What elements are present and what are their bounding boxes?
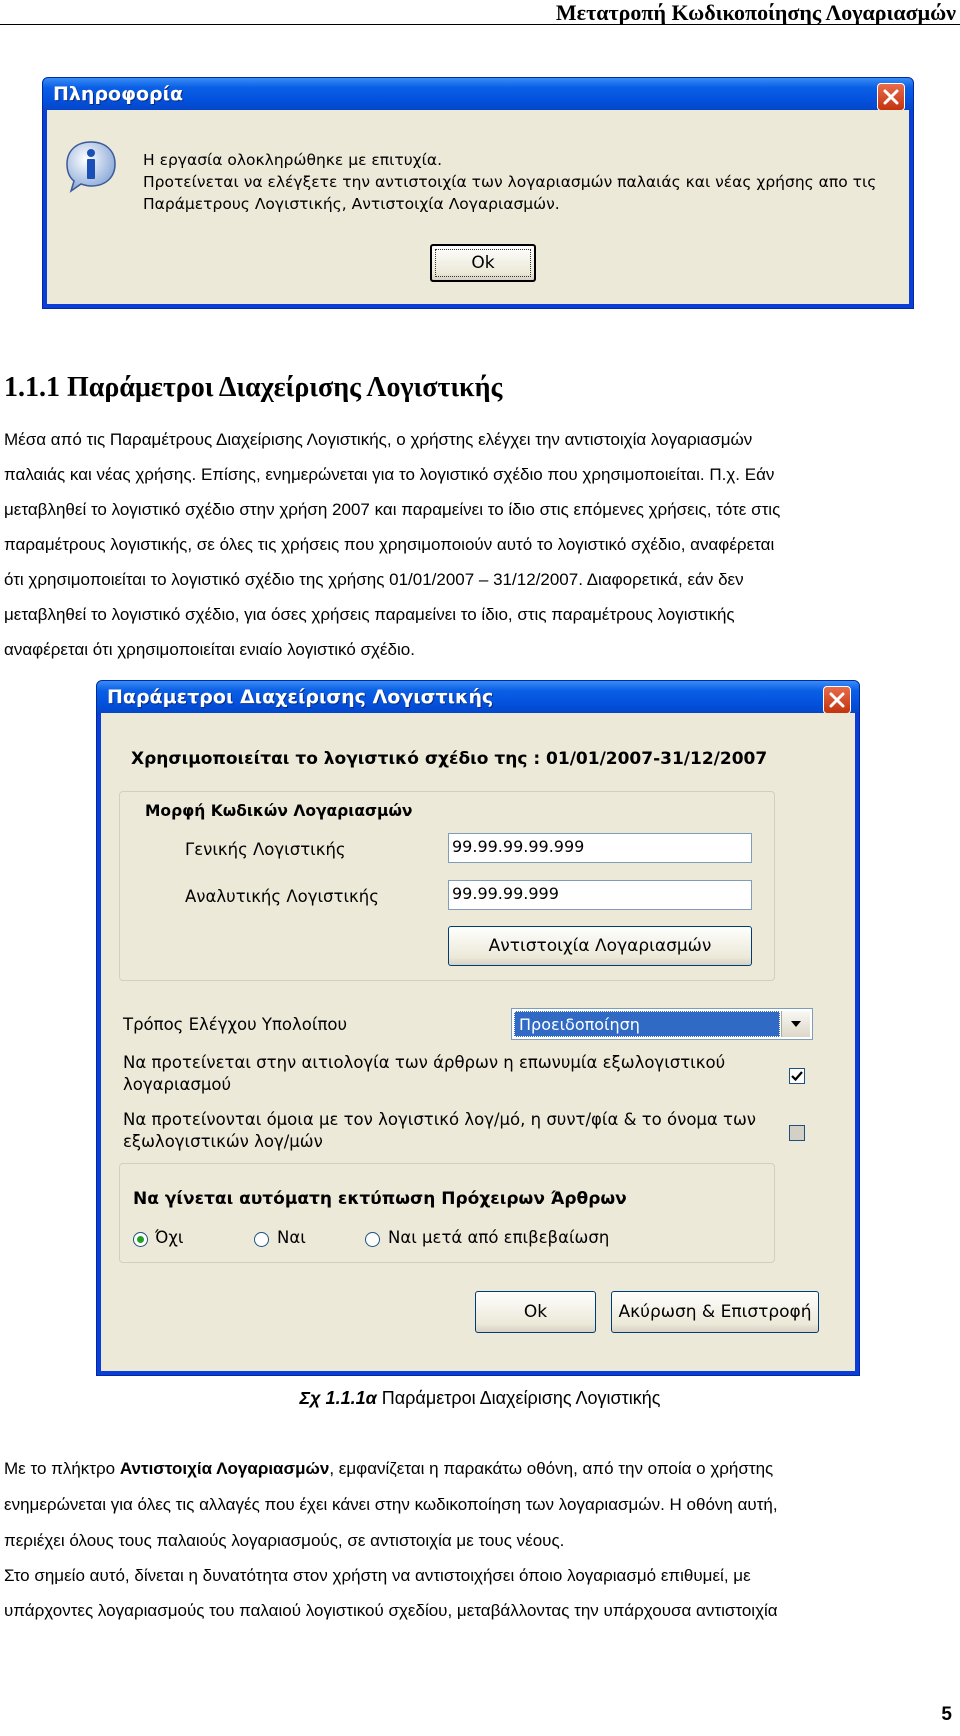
page-header-title: Μετατροπή Κωδικοποίησης Λογαριασμών (555, 0, 956, 25)
paragraph-line: μεταβληθεί το λογιστικό σχέδιο, για όσες χρήσεις παραμείνει το ίδιο, στις παραμέτρους λογιστικής (4, 605, 735, 624)
paragraph-2-line-1 (4, 1452, 956, 1486)
page-number: 5 (941, 1704, 952, 1725)
suggest-name-label-line1: Να προτείνεται στην αιτιολογία των άρθρων η επωνυμία εξωλογιστικού (123, 1053, 726, 1072)
balance-check-selected: Προειδοποίηση (514, 1011, 780, 1037)
paragraph-2-line-3: περιέχει όλους τους παλαιούς λογαριασμούς, σε αντιστοιχία με τους νέους. (4, 1531, 565, 1550)
info-line-1: Η εργασία ολοκληρώθηκε με επιτυχία. (143, 151, 443, 169)
info-ok-label: Ok (471, 253, 495, 273)
suggest-name-checkbox[interactable] (789, 1068, 805, 1084)
params-dialog-body (101, 713, 855, 1371)
account-format-group-title: Μορφή Κωδικών Λογαριασμών (145, 802, 413, 820)
paragraph-2-post: , εμφανίζεται η παρακάτω οθόνη, από την οποία ο χρήστης (329, 1459, 774, 1478)
chevron-down-icon[interactable] (781, 1011, 810, 1037)
paragraph-2-bold: Αντιστοιχία Λογαριασμών (119, 1459, 330, 1478)
paragraph-line: ότι χρησιμοποιείται το λογιστικό σχέδιο της χρήσης 01/01/2007 – 31/12/2007. Διαφορετικά, εάν δεν (4, 570, 744, 589)
info-line-3: Παράμετρους Λογιστικής, Αντιστοιχία Λογαριασμών. (143, 195, 560, 213)
paragraph-line: μεταβληθεί το λογιστικό σχέδιο στην χρήση 2007 και παραμείνει το ίδιο στις επόμενες χρήσεις, τότε στις (4, 500, 781, 519)
figure-caption-text: Παράμετροι Διαχείρισης Λογιστικής (376, 1388, 661, 1408)
analytic-accounting-label: Αναλυτικής Λογιστικής (185, 887, 379, 906)
paragraph-line: παλαιάς και νέας χρήσης. Επίσης, ενημερώνεται για το λογιστικό σχέδιο που χρησιμοποιείται. Π.χ. Εάν (4, 465, 775, 484)
params-dialog-titlebar (97, 681, 859, 713)
info-icon (63, 138, 119, 194)
info-dialog-body (47, 110, 909, 304)
analytic-accounting-field[interactable]: 99.99.99.999 (448, 880, 752, 910)
info-ok-button[interactable] (430, 244, 536, 282)
figure-caption-prefix: Σχ 1.1.1α (299, 1388, 377, 1408)
info-dialog-title: Πληροφορία (53, 83, 184, 105)
paragraph-2-pre: Με το πλήκτρο (4, 1459, 120, 1478)
figure-caption (0, 1388, 960, 1409)
info-dialog-titlebar (43, 78, 913, 110)
paragraph-line: αναφέρεται ότι χρησιμοποιείται ενιαίο λογιστικό σχέδιο. (4, 640, 415, 659)
general-accounting-label: Γενικής Λογιστικής (185, 840, 346, 859)
ok-label: Ok (523, 1302, 548, 1322)
balance-check-select[interactable] (511, 1008, 813, 1040)
paragraph-line: Μέσα από τις Παραμέτρους Διαχείρισης Λογιστικής, ο χρήστης ελέγχει την αντιστοιχία λογαριασμών (4, 430, 753, 449)
radio-no[interactable] (133, 1232, 148, 1247)
page-header (0, 0, 960, 25)
balance-check-label: Τρόπος Ελέγχου Υπολοίπου (123, 1015, 348, 1034)
radio-yes-label: Ναι (277, 1228, 306, 1247)
params-dialog (96, 680, 860, 1376)
cancel-return-label: Ακύρωση & Επιστροφή (618, 1302, 812, 1322)
radio-yes-confirm-label: Ναι μετά από επιβεβαίωση (388, 1228, 610, 1247)
paragraph-line: παραμέτρους λογιστικής, σε όλες τις χρήσεις που χρησιμοποιούν αυτό το λογιστικό σχέδιο, αναφέρεται (4, 535, 775, 554)
info-dialog (42, 77, 914, 309)
account-mapping-button[interactable] (448, 926, 752, 966)
radio-no-label: Όχι (155, 1228, 184, 1247)
suggest-similar-label-line2: εξωλογιστικών λογ/μών (123, 1132, 323, 1151)
ok-button[interactable] (475, 1291, 596, 1333)
paragraph-2-line-2: ενημερώνεται για όλες τις αλλαγές που έχει κάνει στην κωδικοποίηση των λογαριασμών. Η οθόνη αυτή, (4, 1495, 778, 1514)
plan-info-label: Χρησιμοποιείται το λογιστικό σχέδιο της : 01/01/2007-31/12/2007 (131, 749, 768, 769)
paragraph-3-line-2: υπάρχοντες λογαριασμούς του παλαιού λογιστικού σχεδίου, μεταβάλλοντας την υπάρχουσα αντιστοιχία (4, 1601, 778, 1620)
suggest-similar-label-line1: Να προτείνονται όμοια με τον λογιστικό λογ/μό, η συντ/φία & το όνομα των (123, 1110, 757, 1129)
section-title: 1.1.1 Παράμετροι Διαχείρισης Λογιστικής (4, 372, 503, 403)
auto-print-group-title: Να γίνεται αυτόματη εκτύπωση Πρόχειρων Άρθρων (133, 1189, 627, 1209)
general-accounting-field[interactable]: 99.99.99.99.999 (448, 833, 752, 863)
suggest-similar-checkbox[interactable] (789, 1125, 805, 1141)
close-icon[interactable] (877, 83, 905, 111)
radio-yes[interactable] (254, 1232, 269, 1247)
radio-dot (137, 1236, 144, 1243)
info-line-2: Προτείνεται να ελέγξετε την αντιστοιχία των λογαριασμών παλαιάς και νέας χρήσης απο τις (143, 173, 877, 191)
radio-yes-confirm[interactable] (365, 1232, 380, 1247)
params-dialog-title: Παράμετροι Διαχείρισης Λογιστικής (107, 686, 494, 708)
close-icon[interactable] (823, 686, 851, 714)
paragraph-3-line-1: Στο σημείο αυτό, δίνεται η δυνατότητα στον χρήστη να αντιστοιχήσει όποιο λογαριασμό επιθυμεί, με (4, 1566, 751, 1585)
cancel-return-button[interactable] (611, 1291, 819, 1333)
account-mapping-label: Αντιστοιχία Λογαριασμών (488, 936, 712, 956)
suggest-name-label-line2: λογαριασμού (123, 1075, 232, 1094)
